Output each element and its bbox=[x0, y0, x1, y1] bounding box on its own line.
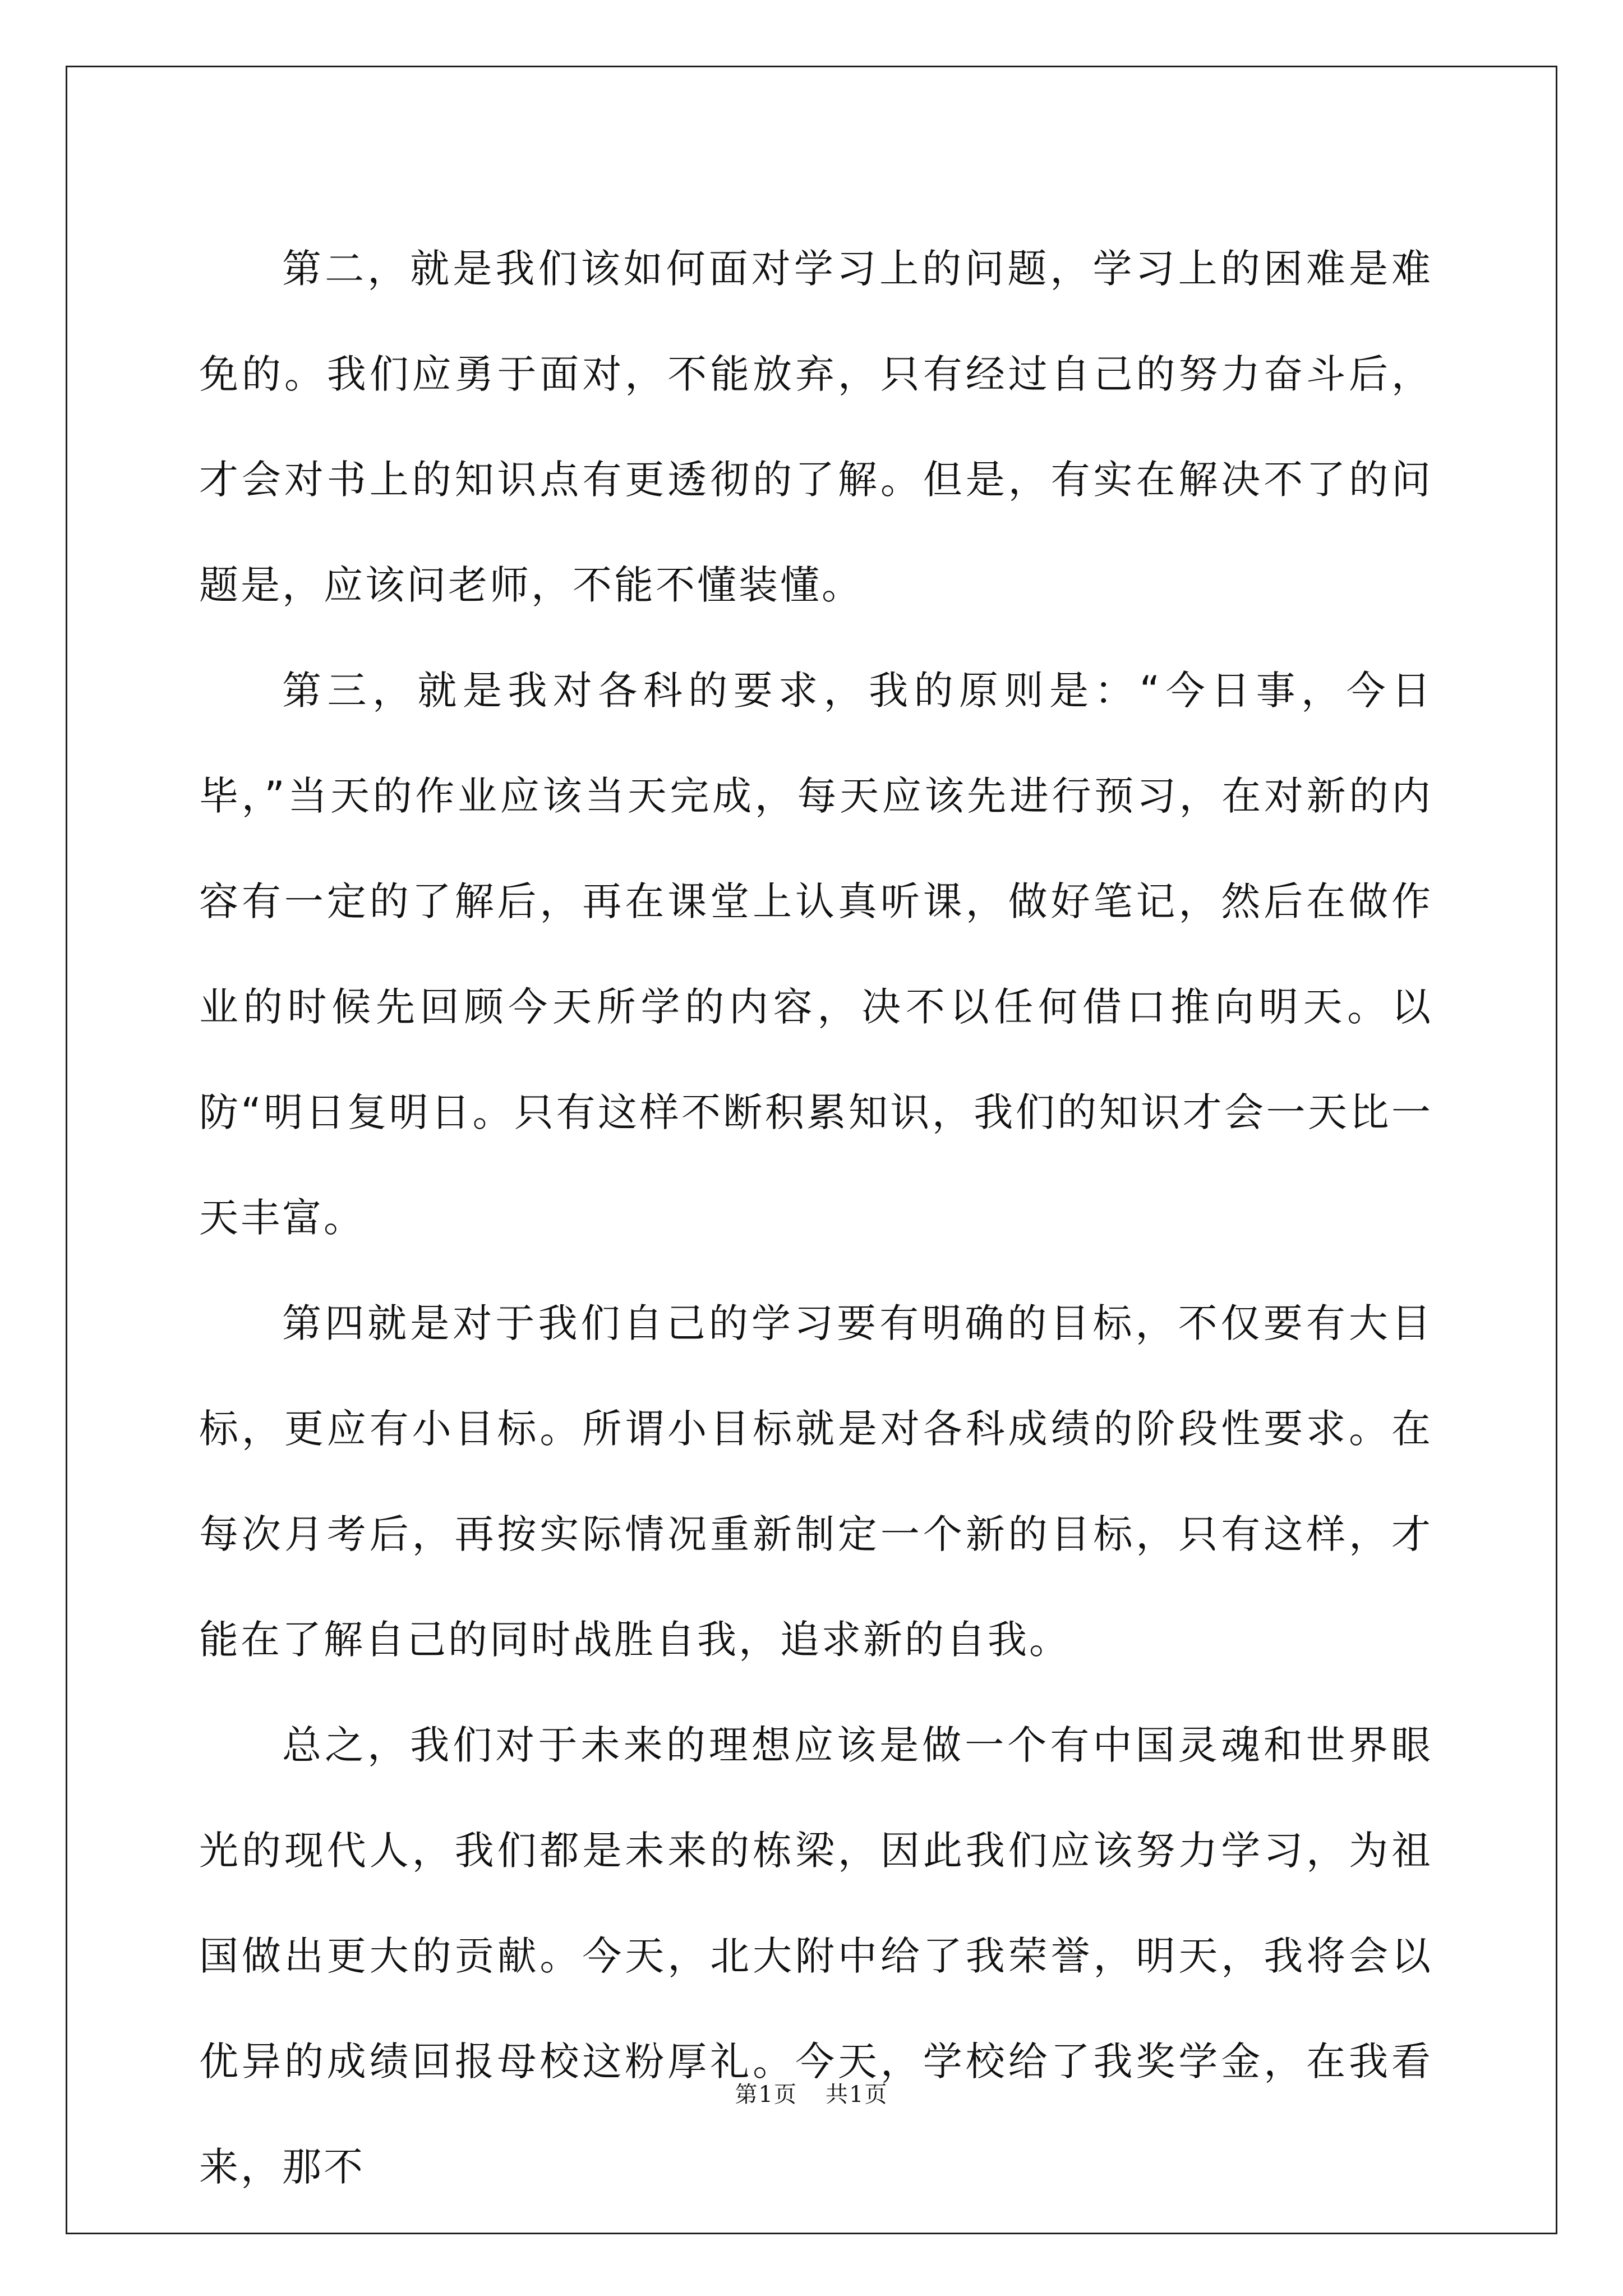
page-number: 第1页 bbox=[735, 2082, 797, 2108]
paragraph-third: 第三，就是我对各科的要求，我的原则是：“今日事，今日毕，”当天的作业应该当天完成，每天应该先进行预习，在对新的内容有一定的了解后，再在课堂上认真听课，做好笔记，然后在做作业的时候先回顾今天所学的内容，决不以任何借口推向明天。以防“明日复明日。只有这样不断积累知识，我们的知识才会一天比一天丰富。 bbox=[199, 668, 1433, 1241]
page-total: 共1页 bbox=[826, 2082, 888, 2108]
paragraph-fourth: 第四就是对于我们自己的学习要有明确的目标，不仅要有大目标，更应有小目标。所谓小目标就是对各科成绩的阶段性要求。在每次月考后，再按实际情况重新制定一个新的目标，只有这样，才能在了解自己的同时战胜自我，追求新的自我。 bbox=[199, 1300, 1433, 1663]
document-body bbox=[199, 216, 1433, 2220]
paragraph-second: 第二，就是我们该如何面对学习上的问题，学习上的困难是难免的。我们应勇于面对，不能放弃，只有经过自己的努力奋斗后，才会对书上的知识点有更透彻的了解。但是，有实在解决不了的问题是，应该问老师，不能不懂装懂。 bbox=[199, 246, 1433, 608]
page-footer bbox=[0, 2077, 1623, 2109]
paragraph-conclusion: 总之，我们对于未来的理想应该是做一个有中国灵魂和世界眼光的现代人，我们都是未来的栋梁，因此我们应该努力学习，为祖国做出更大的贡献。今天，北大附中给了我荣誉，明天，我将会以优异的成绩回报母校这粉厚礼。今天，学校给了我奖学金，在我看来，那不 bbox=[199, 1722, 1433, 2190]
